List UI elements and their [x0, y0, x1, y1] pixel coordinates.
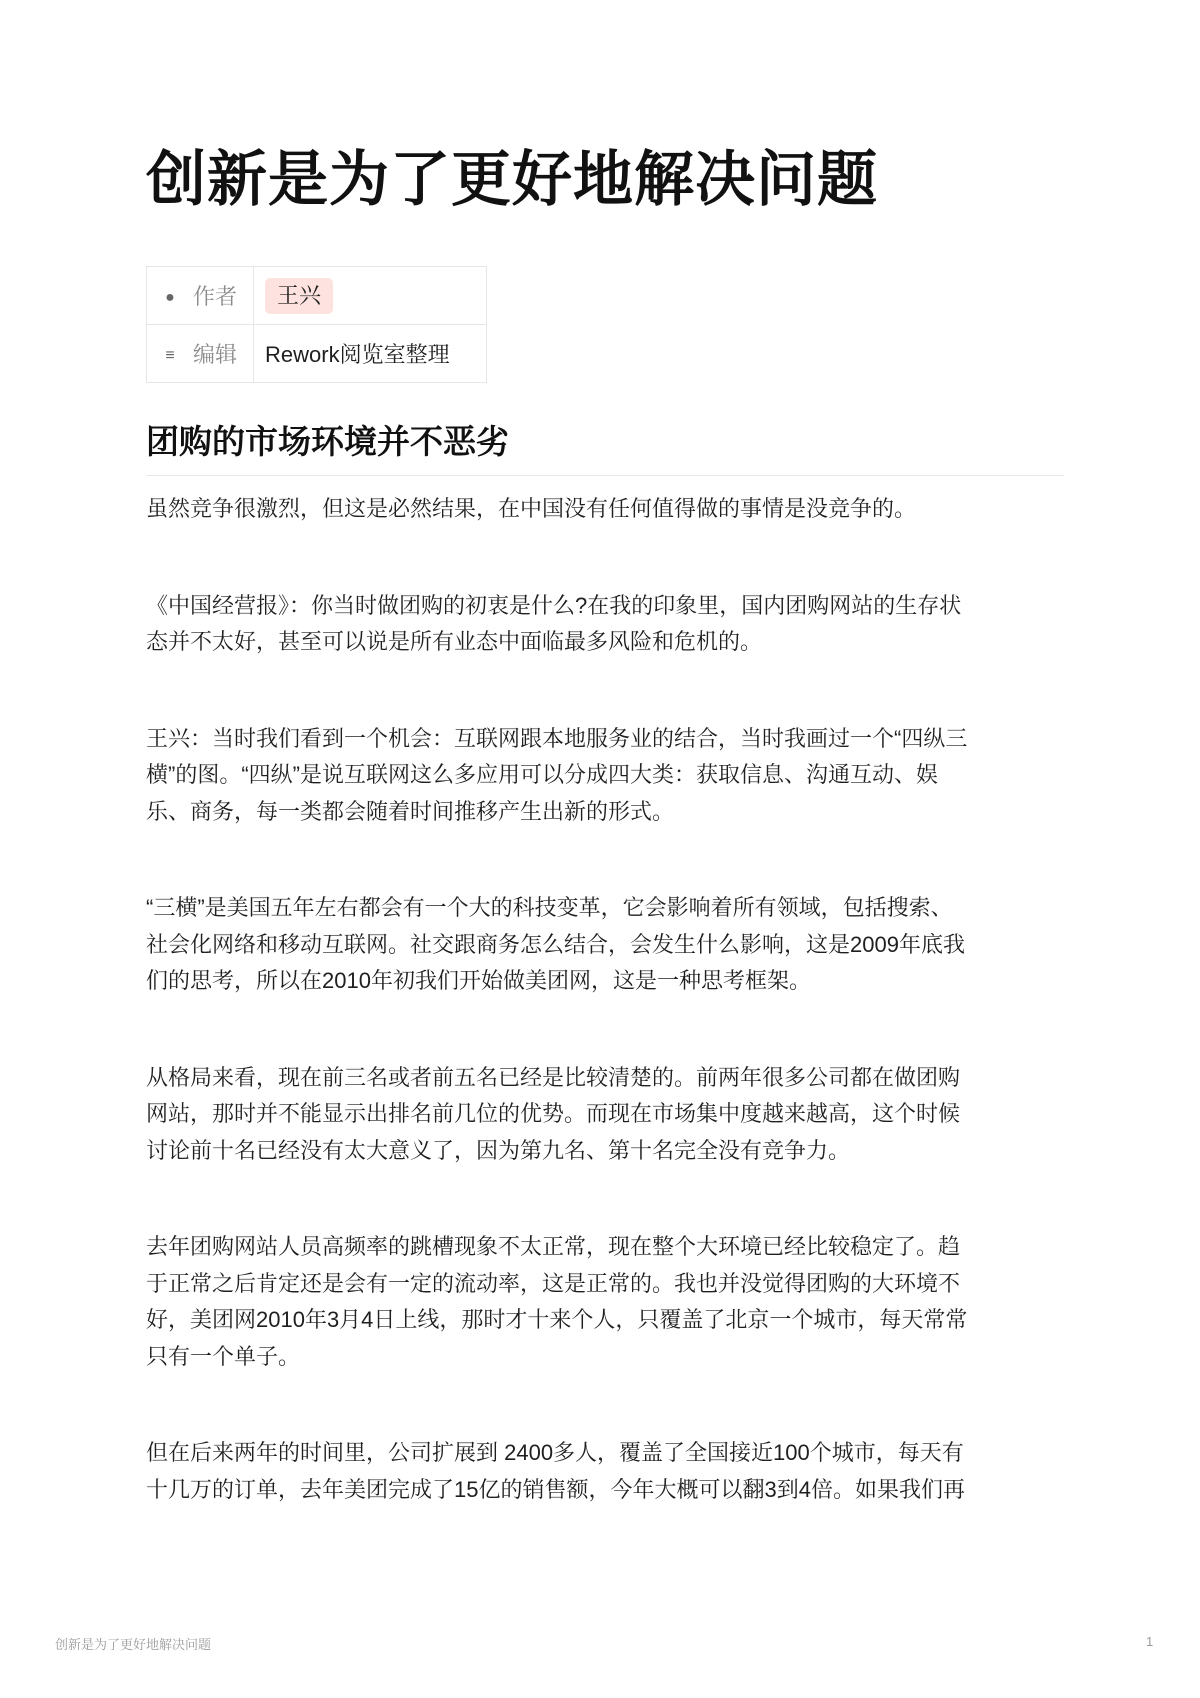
paragraph-line: 网站，那时并不能显示出排名前几位的优势。而现在市场集中度越来越高，这个时候: [146, 1101, 961, 1126]
property-row-author: [147, 267, 487, 325]
heading-divider: [146, 475, 1064, 476]
paragraph: [146, 1060, 1076, 1170]
paragraph-line: 虽然竞争很激烈，但这是必然结果，在中国没有任何值得做的事情是没竞争的。: [146, 496, 917, 521]
paragraph-line: “三横”是美国五年左右都会有一个大的科技变革，它会影响着所有领域，包括搜索、: [146, 895, 953, 920]
paragraph-line: 社会化网络和移动互联网。社交跟商务怎么结合，会发生什么影响，这是2009年底我: [146, 931, 965, 957]
page-title: 创新是为了更好地解决问题: [146, 146, 878, 213]
paragraph-line: 们的思考，所以在2010年初我们开始做美团网，这是一种思考框架。: [146, 968, 811, 993]
section-heading: 团购的市场环境并不恶劣: [146, 423, 509, 460]
properties-table: [146, 266, 487, 383]
article-body: [146, 491, 1076, 1568]
author-tag[interactable]: 王兴: [265, 278, 333, 314]
paragraph: [146, 1229, 1076, 1375]
paragraph-line: 于正常之后肯定还是会有一定的流动率，这是正常的。我也并没觉得团购的大环境不: [146, 1270, 961, 1296]
paragraph-line: 从格局来看，现在前三名或者前五名已经是比较清楚的。前两年很多公司都在做团购: [146, 1064, 961, 1090]
paragraph-line: 去年团购网站人员高频率的跳槽现象不太正常，现在整个大环境已经比较稳定了。趋: [146, 1234, 961, 1259]
paragraph-line: 好，美团网2010年3月4日上线，那时才十来个人，只覆盖了北京一个城市，每天常常: [146, 1307, 968, 1332]
paragraph-line: 乐、商务，每一类都会随着时间推移产生出新的形式。: [146, 798, 675, 824]
property-label: 作者: [193, 284, 238, 309]
person-icon: ●: [165, 289, 175, 307]
paragraph-line: 讨论前十名已经没有太大意义了，因为第九名、第十名完全没有竞争力。: [146, 1137, 851, 1163]
paragraph-line: 王兴：当时我们看到一个机会：互联网跟本地服务业的结合，当时我画过一个“四纵三: [146, 725, 968, 751]
property-key: [147, 267, 254, 325]
property-value[interactable]: [254, 267, 487, 325]
text-lines-icon: ≡: [165, 347, 175, 365]
paragraph-line: 《中国经营报》：你当时做团购的初衷是什么?在我的印象里，国内团购网站的生存状: [146, 592, 962, 618]
paragraph: [146, 1435, 1076, 1508]
paragraph: [146, 890, 1076, 1000]
paragraph-line: 十几万的订单，去年美团完成了15亿的销售额，今年大概可以翻3到4倍。如果我们再: [146, 1476, 965, 1502]
paragraph: [146, 491, 1076, 528]
paragraph-line: 态并不太好，甚至可以说是所有业态中面临最多风险和危机的。: [146, 629, 763, 654]
property-key: [147, 325, 254, 383]
footer-page-number: 1: [1146, 1634, 1154, 1649]
paragraph: [146, 588, 1076, 661]
paragraph: [146, 721, 1076, 831]
property-value[interactable]: Rework阅览室整理: [254, 325, 487, 383]
property-label: 编辑: [193, 342, 238, 367]
paragraph-line: 但在后来两年的时间里，公司扩展到 2400多人，覆盖了全国接近100个城市，每天有: [146, 1440, 964, 1465]
paragraph-line: 只有一个单子。: [146, 1343, 301, 1369]
footer-doc-title: 创新是为了更好地解决问题: [55, 1637, 212, 1652]
paragraph-line: 横”的图。“四纵”是说互联网这么多应用可以分成四大类：获取信息、沟通互动、娱: [146, 762, 938, 787]
property-row-editor: [147, 325, 487, 383]
